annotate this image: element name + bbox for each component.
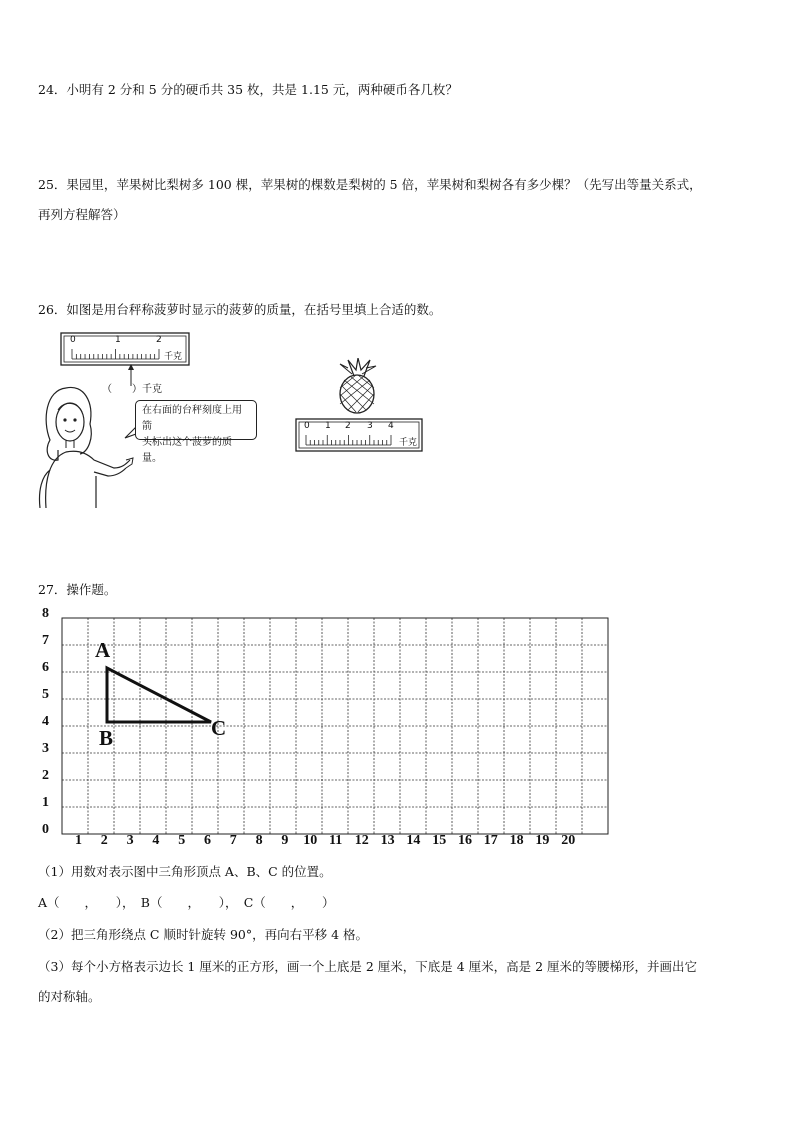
scale-display-2 (295, 418, 423, 452)
question-24: 24．小明有 2 分和 5 分的硬币共 35 枚，共是 1.15 元，两种硬币各几枚？ (38, 82, 458, 97)
vertex-label-a: A (95, 638, 111, 662)
x-axis-label: 19 (535, 833, 550, 848)
scale-2-tick-4: 4 (388, 421, 394, 431)
question-27-title: 27．操作题。 (38, 582, 117, 597)
x-axis-label: 17 (483, 833, 498, 848)
scale-2-tick-0: 0 (304, 421, 310, 431)
y-axis-label: 2 (42, 768, 49, 783)
x-axis-label: 14 (406, 833, 421, 848)
y-axis-label: 5 (42, 687, 49, 702)
vertex-label-b: B (99, 726, 114, 750)
x-axis-label: 12 (354, 833, 369, 848)
bubble-line-1: 在右面的台秤刻度上用箭 (142, 405, 242, 432)
scale-1-tick-1: 1 (115, 335, 121, 345)
x-axis-label: 8 (255, 833, 263, 848)
x-axis-label: 11 (329, 833, 343, 848)
question-27-sub3-line2: 的对称轴。 (38, 989, 101, 1004)
x-axis-label: 13 (380, 833, 395, 848)
bubble-line-2: 头标出这个菠萝的质量。 (142, 437, 232, 464)
x-axis-label: 4 (152, 833, 160, 848)
speech-bubble (135, 400, 257, 464)
scale-2-tick-2: 2 (345, 421, 351, 431)
question-25-line1: 25．果园里，苹果树比梨树多 100 棵，苹果树的棵数是梨树的 5 倍，苹果树和梨树各有多少棵？（先写出等量关系式， (38, 177, 702, 192)
question-26: 26．如图是用台秤称菠萝时显示的菠萝的质量，在括号里填上合适的数。 (38, 302, 442, 317)
y-axis-label: 6 (42, 660, 49, 675)
y-axis-label: 3 (42, 741, 49, 756)
triangle-abc (107, 668, 211, 722)
question-25-line2: 再列方程解答） (38, 207, 126, 222)
y-axis-label: 1 (42, 795, 49, 810)
scale-display-1 (60, 332, 190, 366)
x-axis-label: 16 (458, 833, 472, 848)
x-axis-label: 5 (178, 833, 186, 848)
pineapple-icon (332, 358, 382, 414)
scale-1-answer-label: （ ）千克 (102, 384, 162, 395)
x-axis-label: 7 (229, 833, 237, 848)
x-axis-label: 2 (100, 833, 108, 848)
y-axis-label: 7 (42, 633, 49, 648)
x-axis-label: 20 (561, 833, 576, 848)
x-axis-label: 18 (509, 833, 524, 848)
coordinate-grid[interactable] (0, 610, 794, 855)
y-axis-label: 4 (42, 714, 49, 729)
x-axis-label: 10 (303, 833, 318, 848)
y-axis-label: 8 (42, 606, 49, 621)
x-axis-label: 3 (126, 833, 134, 848)
scale-1-tick-0: 0 (70, 335, 76, 345)
question-27-sub1: （1）用数对表示图中三角形顶点 A、B、C 的位置。 (38, 864, 332, 879)
question-27-sub2: （2）把三角形绕点 C 顺时针旋转 90°，再向右平移 4 格。 (38, 927, 368, 942)
x-axis-label: 15 (432, 833, 447, 848)
vertex-label-c: C (211, 716, 227, 740)
scale-1-unit: 千克 (164, 352, 183, 362)
x-axis-label: 9 (281, 833, 289, 848)
scale-2-tick-3: 3 (367, 421, 373, 431)
scale-2-unit: 千克 (399, 438, 418, 448)
question-27-answer-line[interactable]: A（ ， ）， B（ ， ）， C（ ， ） (38, 895, 335, 910)
scale-2-tick-1: 1 (325, 421, 331, 431)
teacher-illustration-icon (36, 380, 136, 508)
y-axis-label: 0 (42, 822, 49, 837)
scale-1-tick-2: 2 (156, 335, 162, 345)
x-axis-label: 1 (75, 833, 82, 848)
x-axis-label: 6 (204, 833, 211, 848)
question-27-sub3-line1: （3）每个小方格表示边长 1 厘米的正方形，画一个上底是 2 厘米，下底是 4 厘米，高是 2 厘米的等腰梯形，并画出它 (38, 959, 698, 974)
